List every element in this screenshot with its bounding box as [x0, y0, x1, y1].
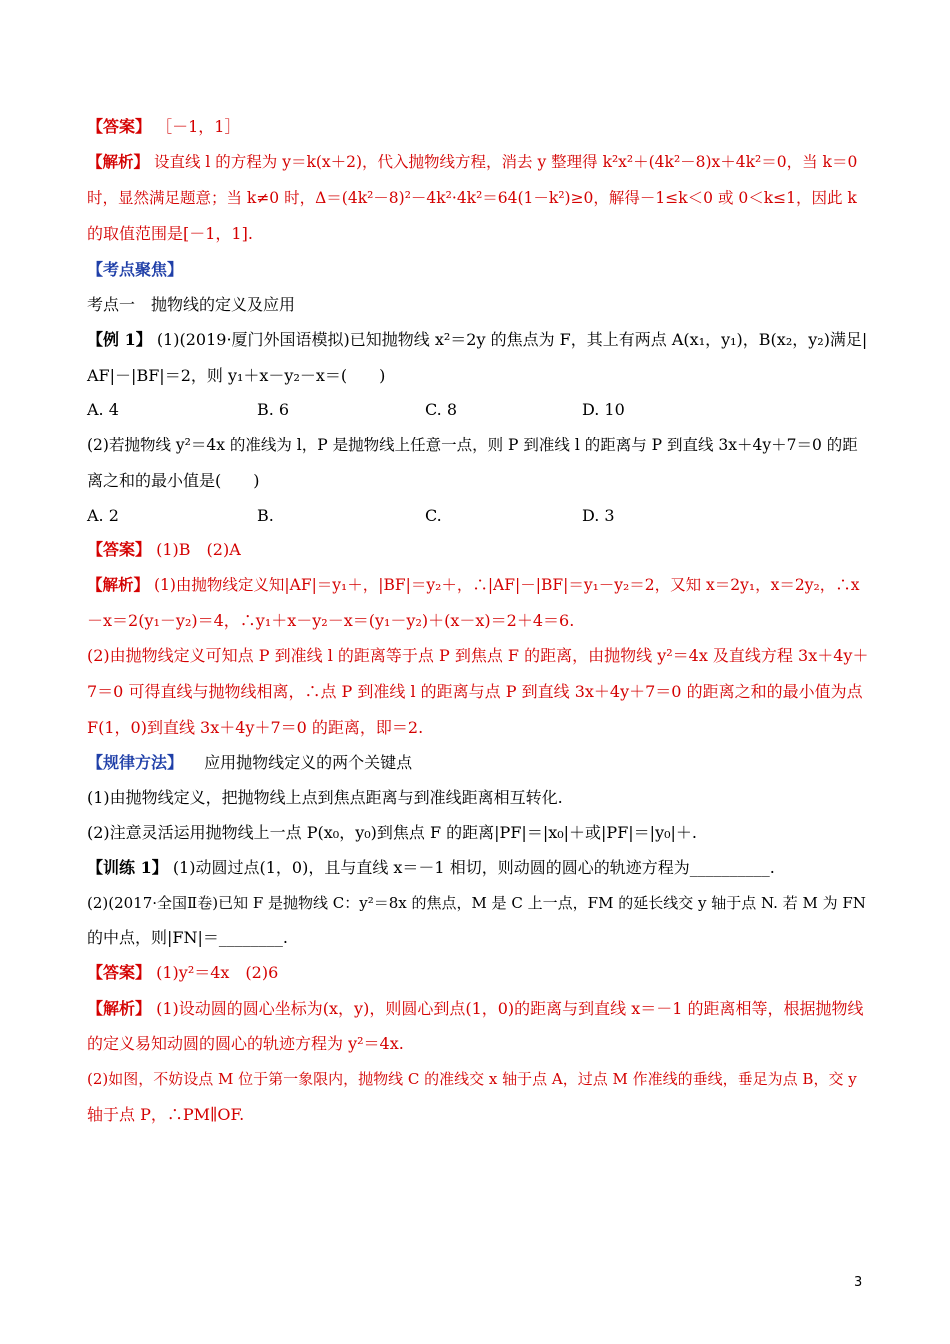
option-d: D. 10	[582, 400, 625, 419]
focus-tag: 【考点聚焦】	[87, 260, 184, 279]
analysis-line: －x＝2(y₁－y₂)＝4，∴y₁＋x－y₂－x＝(y₁－y₂)＋(x－x)＝2＋4＝6.	[87, 611, 575, 630]
method-line	[87, 752, 877, 774]
analysis-text: 设直线 l 的方程为 y＝k(x＋2)，代入抛物线方程，消去 y 整理得 k²x²＋(4k²－8)x＋4k²＝0，当 k＝0	[153, 153, 858, 171]
option-a: A. 2	[87, 506, 119, 525]
option-c: C.	[425, 506, 442, 525]
answer-text: (1)B (2)A	[156, 540, 241, 559]
training-line	[87, 857, 877, 879]
method-title: 应用抛物线定义的两个关键点	[188, 753, 413, 772]
analysis-text: (1)设动圆的圆心坐标为(x，y)，则圆心到点(1，0)的距离与到直线 x＝－1 的距离相等，根据抛物线	[156, 999, 864, 1018]
analysis-line: 轴于点 P，∴PM∥OF.	[87, 1105, 245, 1124]
answer-line	[87, 116, 877, 138]
answer-text: (1)y²＝4x (2)6	[156, 963, 279, 982]
example-tag: 【例 1】	[87, 330, 152, 349]
section-heading	[87, 259, 877, 281]
example-text: (1)(2019·厦门外国语模拟)已知抛物线 x²＝2y 的焦点为 F，其上有两点 A(x₁，y₁)，B(x₂，y₂)满足|	[156, 330, 868, 349]
training-text: (1)动圆过点(1，0)，且与直线 x＝－1 相切，则动圆的圆心的轨迹方程为__________.	[172, 858, 775, 877]
training-tag: 【训练 1】	[87, 858, 168, 877]
analysis-line: (2)由抛物线定义可知点 P 到准线 l 的距离等于点 P 到焦点 F 的距离，由抛物线 y²＝4x 及直线方程 3x＋4y＋	[87, 646, 869, 665]
analysis-tag: 【解析】	[87, 999, 152, 1018]
analysis-line: 时，显然满足题意；当 k≠0 时，Δ＝(4k²－8)²－4k²·4k²＝64(1－k²)≥0，解得－1≤k＜0 或 0＜k≤1，因此 k	[87, 189, 857, 207]
option-c: C. 8	[425, 400, 458, 419]
analysis-line	[87, 998, 877, 1020]
example-line: AF|－|BF|＝2，则 y₁＋x－y₂－x＝( )	[87, 366, 386, 385]
option-b: B.	[257, 506, 274, 525]
answer-line	[87, 962, 877, 984]
option-d: D. 3	[582, 506, 615, 525]
analysis-line: F(1，0)到直线 3x＋4y＋7＝0 的距离，即＝2.	[87, 718, 424, 737]
example-line	[87, 329, 877, 351]
method-point: (2)注意灵活运用抛物线上一点 P(x₀，y₀)到焦点 F 的距离|PF|＝|x₀|＋或|PF|＝|y₀|＋.	[87, 823, 698, 842]
analysis-line	[87, 151, 877, 173]
analysis-line: 的定义易知动圆的圆心的轨迹方程为 y²＝4x.	[87, 1034, 404, 1053]
method-tag: 【规律方法】	[87, 753, 184, 772]
analysis-tag: 【解析】	[87, 152, 150, 171]
question-line: 离之和的最小值是( )	[87, 471, 260, 490]
option-b: B. 6	[257, 400, 290, 419]
analysis-line: 的取值范围是[－1，1].	[87, 224, 253, 243]
analysis-line: 7＝0 可得直线与抛物线相离，∴点 P 到准线 l 的距离与点 P 到直线 3x＋4y＋7＝0 的距离之和的最小值为点	[87, 682, 863, 701]
answer-tag: 【答案】	[87, 117, 152, 136]
topic-title: 考点一 抛物线的定义及应用	[87, 295, 296, 314]
training-line: (2)(2017·全国Ⅱ卷)已知 F 是抛物线 C：y²＝8x 的焦点，M 是 C 上一点，FM 的延长线交 y 轴于点 N. 若 M 为 FN	[87, 894, 866, 912]
analysis-text: (1)由抛物线定义知|AF|＝y₁＋，|BF|＝y₂＋，∴|AF|－|BF|＝y₁－y₂＝2，又知 x＝2y₁，x＝2y₂，∴x	[153, 576, 860, 594]
analysis-line: (2)如图，不妨设点 M 位于第一象限内，抛物线 C 的准线交 x 轴于点 A，过点 M 作准线的垂线，垂足为点 B，交 y	[87, 1070, 857, 1088]
analysis-tag: 【解析】	[87, 575, 150, 594]
answer-line	[87, 539, 877, 561]
page-number: 3	[854, 1275, 863, 1290]
option-a: A. 4	[87, 400, 119, 419]
analysis-line	[87, 574, 877, 596]
training-line: 的中点，则|FN|＝________.	[87, 928, 288, 947]
method-point: (1)由抛物线定义，把抛物线上点到焦点距离与到准线距离相互转化.	[87, 788, 563, 807]
question-line: (2)若抛物线 y²＝4x 的准线为 l，P 是抛物线上任意一点，则 P 到准线 l 的距离与 P 到直线 3x＋4y＋7＝0 的距	[87, 436, 858, 454]
answer-tag: 【答案】	[87, 963, 152, 982]
answer-tag: 【答案】	[87, 540, 152, 559]
answer-text: ［－1，1］	[156, 117, 241, 136]
